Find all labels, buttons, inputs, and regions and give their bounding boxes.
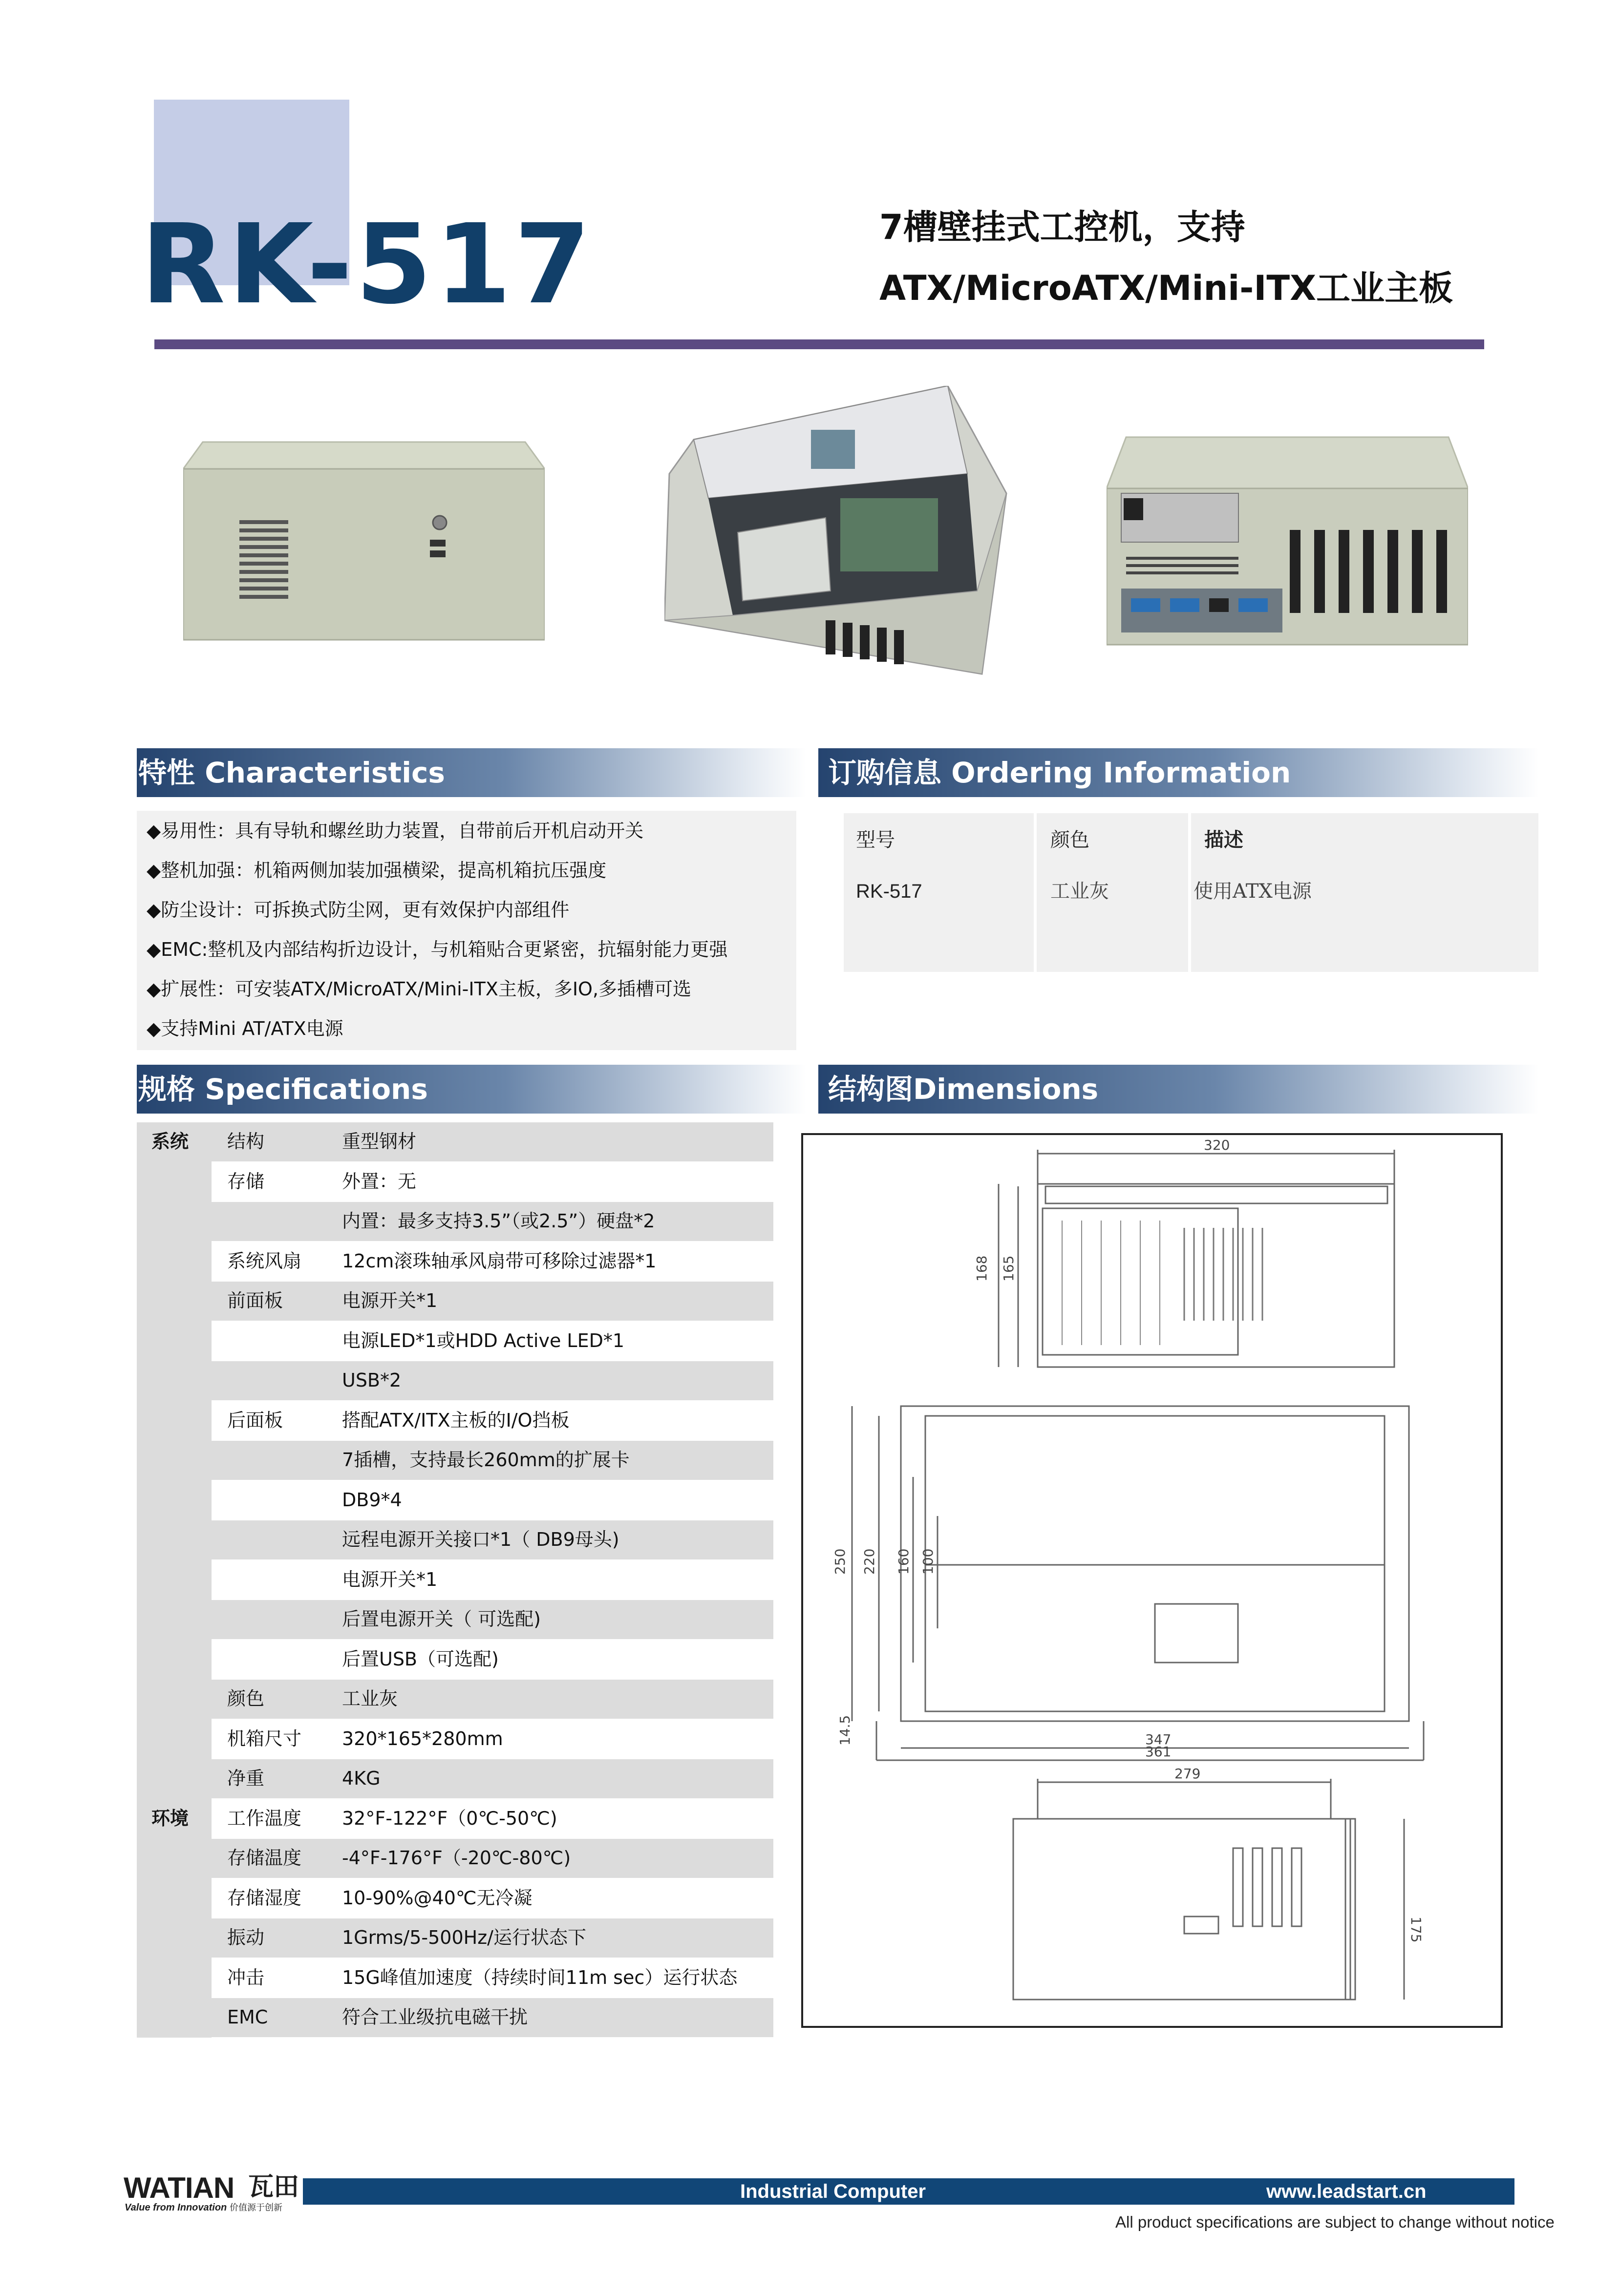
dim-label: 168 <box>974 1255 990 1282</box>
spec-value: 1Grms/5-500Hz/运行状态下 <box>342 1927 586 1948</box>
spec-value: 后置USB（可选配) <box>342 1648 499 1670</box>
spec-value: 重型钢材 <box>342 1131 417 1152</box>
dim-label: 100 <box>920 1548 936 1575</box>
spec-value: DB9*4 <box>342 1489 402 1511</box>
characteristic-item: ◆防尘设计：可拆换式防尘网，更有效保护内部组件 <box>147 899 570 921</box>
spec-value: 后置电源开关（ 可选配) <box>342 1608 541 1630</box>
spec-value: 320*165*280mm <box>342 1727 503 1749</box>
spec-value: 符合工业级抗电磁干扰 <box>342 2006 528 2028</box>
photo-front-view <box>183 427 545 642</box>
dimension-drawings <box>803 1135 1501 2026</box>
spec-value: 10-90%@40℃无冷凝 <box>342 1887 533 1909</box>
spec-value: 电源开关*1 <box>342 1568 438 1590</box>
spec-value: 4KG <box>342 1768 381 1789</box>
spec-label: 存储湿度 <box>227 1887 302 1909</box>
ordering-table <box>844 813 1538 972</box>
characteristics-panel <box>137 811 796 1050</box>
spec-label: 净重 <box>227 1768 265 1789</box>
characteristic-item: ◆EMC:整机及内部结构折边设计，与机箱贴合更紧密，抗辐射能力更强 <box>147 939 728 960</box>
dim-label: 279 <box>1174 1766 1201 1782</box>
subtitle-line-2: ATX/MicroATX/Mini-ITX工业主板 <box>879 268 1453 308</box>
spec-value: 搭配ATX/ITX主板的I/O挡板 <box>342 1409 570 1431</box>
brand-tagline: Value from Innovation <box>125 2202 227 2213</box>
spec-label: 工作温度 <box>227 1807 302 1829</box>
spec-label: 振动 <box>227 1927 265 1948</box>
spec-category-band <box>137 1122 212 2038</box>
ordering-header-model: 型号 <box>856 829 895 851</box>
dim-label: 250 <box>832 1548 848 1575</box>
characteristic-item: ◆支持Mini AT/ATX电源 <box>147 1018 343 1039</box>
spec-row <box>212 1481 773 1520</box>
photo-open-view <box>664 386 1016 684</box>
spec-value: 电源LED*1或HDD Active LED*1 <box>342 1329 625 1351</box>
spec-value: -4°F-176°F（-20℃-80℃) <box>342 1847 571 1869</box>
spec-label: 后面板 <box>227 1409 283 1431</box>
spec-row <box>212 1680 773 1719</box>
characteristics-section-title: 特性 Characteristics <box>138 756 445 789</box>
spec-label: EMC <box>227 2006 268 2028</box>
ordering-header-color: 颜色 <box>1050 829 1089 851</box>
spec-value: USB*2 <box>342 1369 402 1391</box>
ordering-header-description: 描述 <box>1204 829 1243 851</box>
footer-center-text: Industrial Computer <box>740 2181 926 2202</box>
dim-label: 320 <box>1204 1137 1230 1153</box>
dimensions-section-title: 结构图Dimensions <box>828 1073 1099 1106</box>
spec-value: 外置：无 <box>342 1170 417 1192</box>
spec-value: 12cm滚珠轴承风扇带可移除过滤器*1 <box>342 1250 657 1272</box>
subtitle-line-1: 7槽壁挂式工控机，支持 <box>879 207 1245 247</box>
dimensions-drawing-frame <box>801 1133 1503 2028</box>
spec-label: 存储 <box>227 1170 265 1192</box>
photo-rear-view <box>1107 432 1468 647</box>
spec-label: 系统风扇 <box>227 1250 302 1272</box>
ordering-cell-description: 使用ATX电源 <box>1194 880 1312 903</box>
spec-value: 远程电源开关接口*1（ DB9母头) <box>342 1529 619 1550</box>
spec-row <box>212 1282 773 1321</box>
spec-value: 内置：最多支持3.5”（或2.5”）硬盘*2 <box>342 1210 655 1232</box>
spec-value: 工业灰 <box>342 1688 398 1709</box>
spec-label: 存储温度 <box>227 1847 302 1869</box>
characteristic-item: ◆扩展性：可安装ATX/MicroATX/Mini-ITX主板，多IO,多插槽可选 <box>147 978 692 1000</box>
spec-label: 机箱尺寸 <box>227 1727 302 1749</box>
spec-row <box>212 1560 773 1600</box>
footer-disclaimer: All product specifications are subject to change without notice <box>1115 2213 1555 2231</box>
dim-label: 160 <box>895 1548 912 1575</box>
dim-label: 14.5 <box>837 1715 853 1746</box>
dim-label: 165 <box>1001 1255 1017 1282</box>
dim-label: 361 <box>1145 1744 1172 1760</box>
spec-value: 32°F-122°F（0℃-50℃) <box>342 1807 557 1829</box>
header-rule <box>154 339 1484 349</box>
characteristic-item: ◆整机加强：机箱两侧加装加强横梁，提高机箱抗压强度 <box>147 860 607 881</box>
ordering-table-divider <box>1188 813 1191 972</box>
characteristic-item: ◆易用性：具有导轨和螺丝助力装置，自带前后开机启动开关 <box>147 820 644 842</box>
spec-row <box>212 1361 773 1400</box>
brand-logo-cn: 瓦田 <box>248 2172 299 2202</box>
spec-category: 系统 <box>151 1131 189 1152</box>
spec-row <box>212 1759 773 1798</box>
ordering-cell-model: RK-517 <box>856 881 922 902</box>
spec-value: 电源开关*1 <box>342 1290 438 1311</box>
spec-label: 颜色 <box>227 1688 265 1709</box>
dim-label: 347 <box>1145 1731 1172 1748</box>
spec-category: 环境 <box>151 1807 189 1829</box>
spec-value: 7插槽，支持最长260mm的扩展卡 <box>342 1449 630 1471</box>
ordering-table-divider <box>1034 813 1037 972</box>
model-title: RK-517 <box>141 201 594 329</box>
dim-label: 220 <box>861 1548 877 1575</box>
spec-label: 冲击 <box>227 1966 265 1988</box>
brand-tagline-cn: 价值源于创新 <box>230 2203 282 2213</box>
spec-label: 结构 <box>227 1131 265 1152</box>
brand-logo: WATIAN <box>124 2171 234 2204</box>
ordering-cell-color: 工业灰 <box>1050 880 1109 903</box>
spec-row <box>212 1162 773 1201</box>
specifications-section-title: 规格 Specifications <box>138 1073 428 1106</box>
ordering-section-title: 订购信息 Ordering Information <box>828 756 1291 789</box>
footer-url[interactable]: www.leadstart.cn <box>1266 2181 1427 2202</box>
spec-row <box>212 1122 773 1161</box>
spec-value: 15G峰值加速度（持续时间11m sec）运行状态 <box>342 1966 738 1988</box>
dim-label: 175 <box>1408 1917 1424 1943</box>
spec-label: 前面板 <box>227 1290 283 1311</box>
